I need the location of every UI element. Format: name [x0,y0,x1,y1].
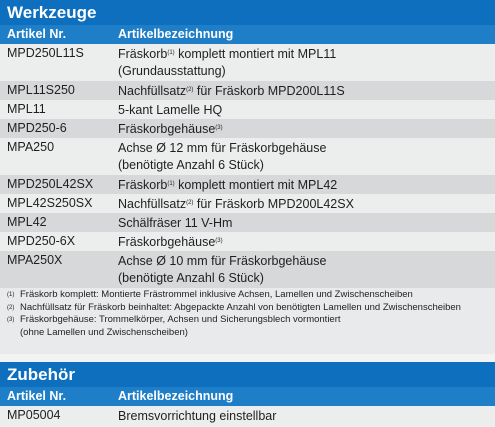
footnote-mark: (2) [7,304,15,311]
section-divider [0,354,495,362]
article-number: MPD250L11S [7,46,84,60]
table-header-zubehoer [0,387,495,406]
footnote [7,302,492,315]
footnote-mark: (1) [7,292,15,298]
section-title-zubehoer: Zubehör [0,362,495,387]
article-number: MPD250L42SX [7,177,94,191]
article-description: Fräskorbgehäuse$^{(3)}$ [118,122,223,136]
article-description: 5-kant Lamelle HQ [118,103,223,117]
table-header-werkzeuge [0,25,495,44]
article-description: Fräskorb$^{(1)}$ komplett montiert mit MPL11 (Grundausstattung) [118,47,337,78]
table-row [0,251,495,288]
article-description: Nachfüllsatz$^{(2)}$ für Fräskorb MPD200L11S [118,84,345,98]
footnote-text: Nachfüllsatz für Fräskorb beinhaltet: Abgepackte Anzahl von benötigten Lamellen und Zwischenscheiben [20,301,461,313]
table-row [0,213,495,232]
article-number: MPL42S250SX [7,196,93,210]
table-row [0,119,495,138]
article-number: MP05004 [7,408,61,422]
table-row [0,175,495,194]
footnote-text-continued: (ohne Lamellen und Zwischenscheiben) [20,326,188,338]
footnote-text: Fräskorb komplett: Montierte Frästrommel inklusive Achsen, Lamellen und Zwischenscheiben [20,289,413,300]
article-description: Bremsvorrichtung einstellbar [118,409,277,423]
article-description: Fräskorb$^{(1)}$ komplett montiert mit MPL42 [118,178,338,192]
article-number: MPA250X [7,253,63,267]
article-number: MPL11 [7,102,46,116]
article-number: MPL11S250 [7,83,75,97]
table-row [0,194,495,213]
table-row [0,406,495,427]
article-description: Schälfräser 11 V-Hm [118,216,233,230]
footnote-text: Fräskorbgehäuse: Trommelkörper, Achsen und Sicherungsblech vormontiert [20,314,341,325]
table-row [0,44,495,81]
section-title-werkzeuge: Werkzeuge [0,0,495,25]
table-row [0,232,495,251]
article-description: Achse Ø 10 mm für Fräskorbgehäuse (benötigte Anzahl 6 Stück) [118,254,327,285]
article-number: MPD250-6X [7,234,76,248]
header-article-number: Artikel Nr. [7,27,67,41]
article-description: Nachfüllsatz$^{(2)}$ für Fräskorb MPD200L42SX [118,197,354,211]
article-description: Achse Ø 12 mm für Fräskorbgehäuse (benötigte Anzahl 6 Stück) [118,141,327,172]
table-row [0,100,495,119]
article-number: MPL42 [7,215,47,229]
footnote [7,314,492,339]
header-article-description: Artikelbezeichnung [118,389,234,403]
article-number: MPD250-6 [7,121,67,135]
footnote-mark: (3) [7,317,15,323]
article-description: Fräskorbgehäuse$^{(3)}$ [118,235,223,249]
header-article-number: Artikel Nr. [7,389,67,403]
header-article-description: Artikelbezeichnung [118,27,234,41]
article-number: MPA250 [7,140,55,154]
table-row [0,138,495,175]
table-row [0,81,495,100]
footnote [7,289,492,302]
footnotes [7,289,492,339]
